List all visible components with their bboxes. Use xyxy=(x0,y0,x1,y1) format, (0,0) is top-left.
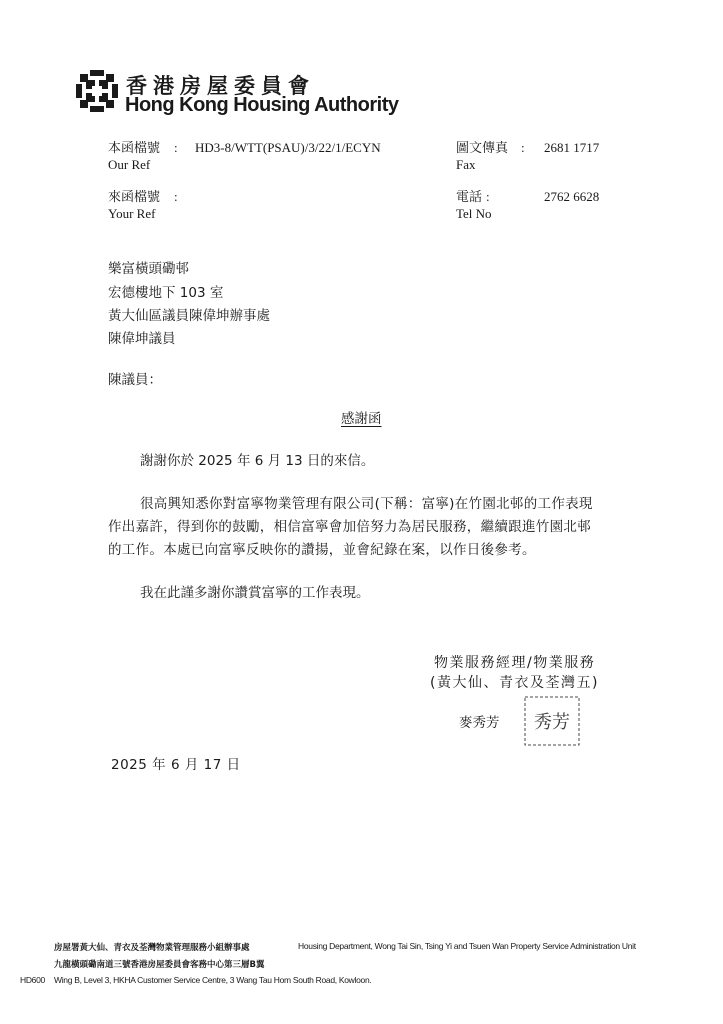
tel-colon: : xyxy=(486,189,490,204)
letter-subject: 感謝函 xyxy=(341,411,382,427)
body-paragraph-3: 我在此謹多謝你讚賞富寧的工作表現。 xyxy=(140,585,370,601)
signatory-title-line-2: (黃大仙、青衣及荃灣五) xyxy=(430,675,599,691)
body-paragraph-2-line-2: 作出嘉許，得到你的鼓勵，相信富寧會加倍努力為居民服務，繼續跟進竹園北邨 xyxy=(108,519,591,535)
org-name-chinese: 香港房屋委員會 xyxy=(126,74,315,98)
letter-date: 2025 年 6 月 17 日 xyxy=(111,757,241,773)
tel-label-zh: 電話 xyxy=(456,189,483,204)
our-ref-value: HD3-8/WTT(PSAU)/3/22/1/ECYN xyxy=(195,140,381,155)
fax-value: 2681 1717 xyxy=(544,140,600,155)
footer-address-zh: 九龍橫頭磡南道三號香港房屋委員會客務中心第三層B翼 xyxy=(54,960,265,970)
your-ref-label-en: Your Ref xyxy=(108,206,156,221)
footer-form-code: HD600 xyxy=(20,975,45,985)
body-paragraph-2-line-1: 很高興知悉你對富寧物業管理有限公司(下稱：富寧)在竹園北邨的工作表現 xyxy=(140,496,593,512)
signatory-name: 麥秀芳 xyxy=(459,715,500,731)
our-ref-label-en: Our Ref xyxy=(108,157,151,172)
recipient-line-1: 樂富橫頭磡邨 xyxy=(108,261,189,277)
footer-office-name-zh: 房屋署黃大仙、青衣及荃灣物業管理服務小組辦事處 xyxy=(54,943,250,953)
signature-chop-text: 秀芳 xyxy=(534,712,570,733)
recipient-line-2: 宏德樓地下 103 室 xyxy=(108,285,224,301)
signature-chop xyxy=(524,696,580,746)
org-name-english: Hong Kong Housing Authority xyxy=(125,94,399,116)
your-ref-colon: : xyxy=(174,189,178,204)
hkha-logo xyxy=(76,70,118,112)
salutation: 陳議員： xyxy=(108,372,162,388)
footer-address-en: Wing B, Level 3, HKHA Customer Service Centre, 3 Wang Tau Hom South Road, Kowloon. xyxy=(54,975,372,985)
signatory-title-line-1: 物業服務經理/物業服務 xyxy=(434,655,596,671)
body-paragraph-1: 謝謝你於 2025 年 6 月 13 日的來信。 xyxy=(140,453,375,469)
our-ref-label-zh: 本函檔號 xyxy=(108,140,161,155)
footer-office-name-en: Housing Department, Wong Tai Sin, Tsing Yi and Tsuen Wan Property Service Administration Unit xyxy=(298,941,636,951)
fax-label-zh: 圖文傳真 xyxy=(456,140,509,155)
our-ref-colon: : xyxy=(174,140,178,155)
recipient-line-3: 黃大仙區議員陳偉坤辦事處 xyxy=(108,308,270,324)
fax-colon: : xyxy=(521,140,525,155)
tel-label-en: Tel No xyxy=(456,206,492,221)
your-ref-label-zh: 來函檔號 xyxy=(108,189,161,204)
tel-value: 2762 6628 xyxy=(544,189,600,204)
body-paragraph-2-line-3: 的工作。本處已向富寧反映你的讚揚，並會紀錄在案，以作日後參考。 xyxy=(108,542,536,558)
fax-label-en: Fax xyxy=(456,157,476,172)
recipient-line-4: 陳偉坤議員 xyxy=(108,331,176,347)
